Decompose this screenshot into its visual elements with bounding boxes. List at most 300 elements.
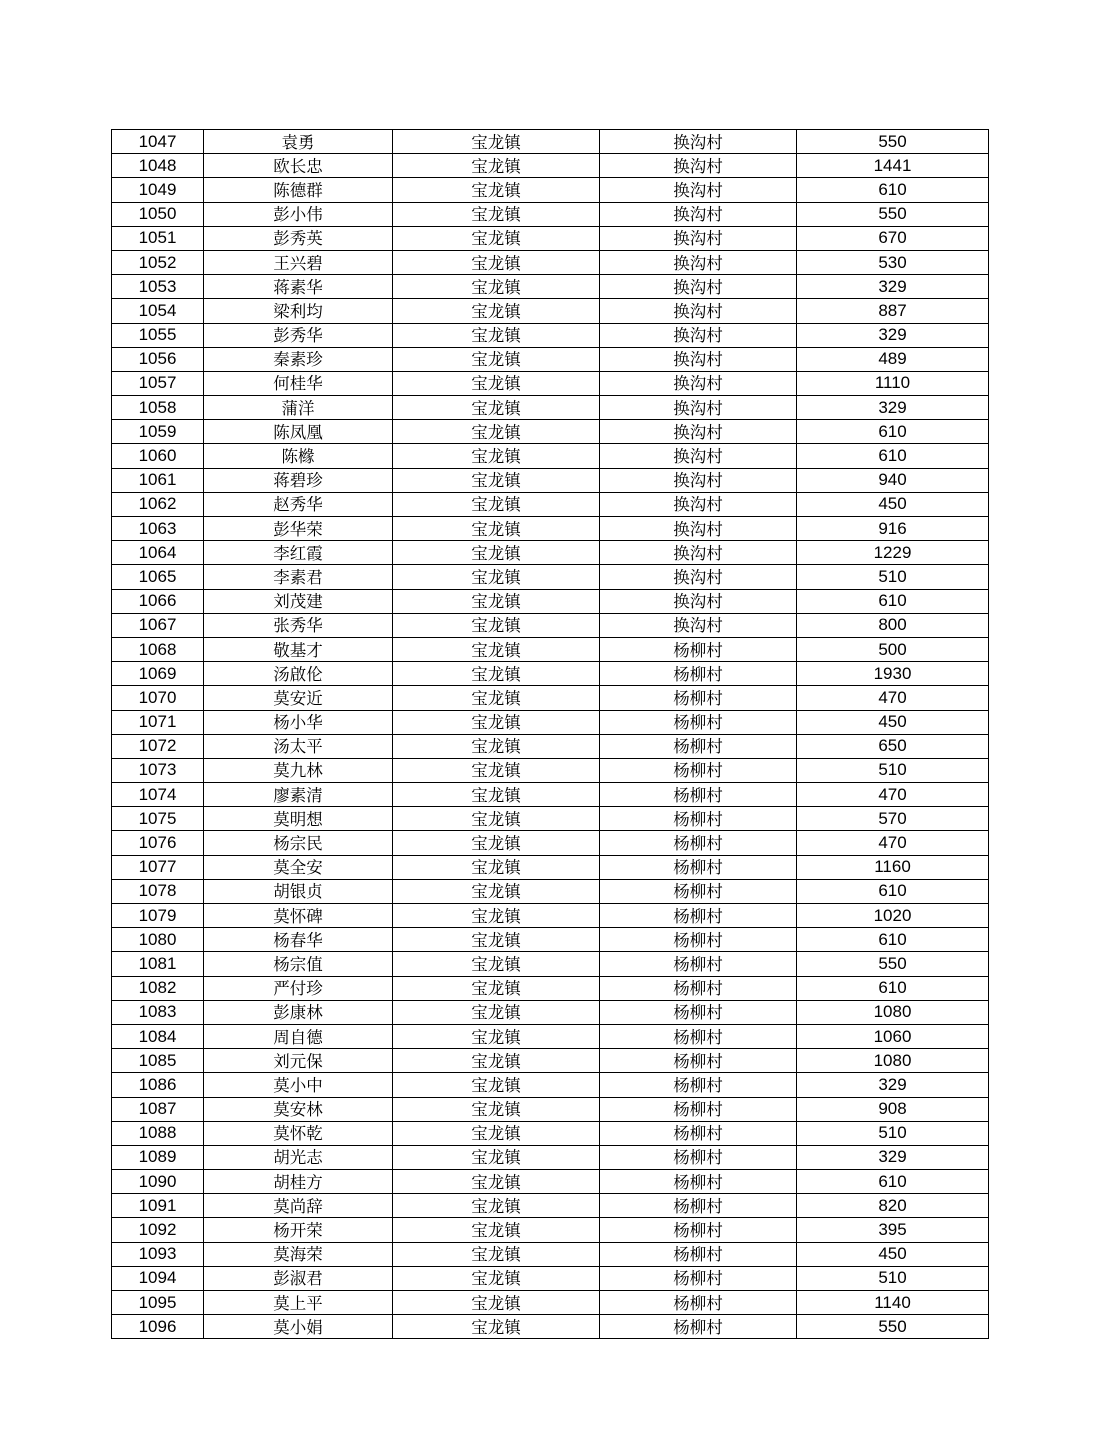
amount-cell: 887 xyxy=(797,299,989,323)
name-cell: 胡光志 xyxy=(204,1145,393,1169)
row-number-cell: 1053 xyxy=(112,275,204,299)
amount-cell: 1110 xyxy=(797,371,989,395)
village-cell: 换沟村 xyxy=(600,420,797,444)
row-number-cell: 1089 xyxy=(112,1145,204,1169)
table-row xyxy=(112,323,989,347)
table-row xyxy=(112,976,989,1000)
town-cell: 宝龙镇 xyxy=(393,1291,600,1315)
table-row xyxy=(112,734,989,758)
table-row xyxy=(112,783,989,807)
village-cell: 换沟村 xyxy=(600,347,797,371)
village-cell: 杨柳村 xyxy=(600,1097,797,1121)
name-cell: 彭华荣 xyxy=(204,517,393,541)
table-row xyxy=(112,396,989,420)
row-number-cell: 1072 xyxy=(112,734,204,758)
town-cell: 宝龙镇 xyxy=(393,226,600,250)
row-number-cell: 1061 xyxy=(112,468,204,492)
town-cell: 宝龙镇 xyxy=(393,710,600,734)
name-cell: 胡银贞 xyxy=(204,879,393,903)
table-row xyxy=(112,662,989,686)
amount-cell: 550 xyxy=(797,202,989,226)
town-cell: 宝龙镇 xyxy=(393,1121,600,1145)
town-cell: 宝龙镇 xyxy=(393,589,600,613)
table-row xyxy=(112,492,989,516)
town-cell: 宝龙镇 xyxy=(393,444,600,468)
village-cell: 换沟村 xyxy=(600,613,797,637)
amount-cell: 470 xyxy=(797,783,989,807)
table-row xyxy=(112,1194,989,1218)
village-cell: 杨柳村 xyxy=(600,1121,797,1145)
row-number-cell: 1094 xyxy=(112,1266,204,1290)
row-number-cell: 1064 xyxy=(112,541,204,565)
village-cell: 换沟村 xyxy=(600,371,797,395)
town-cell: 宝龙镇 xyxy=(393,1145,600,1169)
name-cell: 汤啟伦 xyxy=(204,662,393,686)
table-row xyxy=(112,1145,989,1169)
village-cell: 杨柳村 xyxy=(600,1242,797,1266)
row-number-cell: 1084 xyxy=(112,1024,204,1048)
row-number-cell: 1078 xyxy=(112,879,204,903)
amount-cell: 1020 xyxy=(797,904,989,928)
table-row xyxy=(112,1315,989,1339)
row-number-cell: 1087 xyxy=(112,1097,204,1121)
name-cell: 汤太平 xyxy=(204,734,393,758)
amount-cell: 610 xyxy=(797,444,989,468)
row-number-cell: 1067 xyxy=(112,613,204,637)
row-number-cell: 1096 xyxy=(112,1315,204,1339)
table-row xyxy=(112,1291,989,1315)
village-cell: 杨柳村 xyxy=(600,1170,797,1194)
table-row xyxy=(112,371,989,395)
name-cell: 欧长忠 xyxy=(204,154,393,178)
amount-cell: 470 xyxy=(797,831,989,855)
row-number-cell: 1082 xyxy=(112,976,204,1000)
town-cell: 宝龙镇 xyxy=(393,541,600,565)
name-cell: 彭淑君 xyxy=(204,1266,393,1290)
row-number-cell: 1077 xyxy=(112,855,204,879)
table-row xyxy=(112,831,989,855)
village-cell: 杨柳村 xyxy=(600,928,797,952)
amount-cell: 1080 xyxy=(797,1049,989,1073)
table-row xyxy=(112,226,989,250)
village-cell: 杨柳村 xyxy=(600,879,797,903)
row-number-cell: 1086 xyxy=(112,1073,204,1097)
name-cell: 莫安林 xyxy=(204,1097,393,1121)
table-row xyxy=(112,589,989,613)
name-cell: 刘茂建 xyxy=(204,589,393,613)
town-cell: 宝龙镇 xyxy=(393,323,600,347)
table-row xyxy=(112,178,989,202)
table-row xyxy=(112,904,989,928)
table-row xyxy=(112,758,989,782)
village-cell: 杨柳村 xyxy=(600,831,797,855)
name-cell: 李素君 xyxy=(204,565,393,589)
table-row xyxy=(112,807,989,831)
row-number-cell: 1062 xyxy=(112,492,204,516)
data-table xyxy=(111,129,989,1339)
amount-cell: 1060 xyxy=(797,1024,989,1048)
name-cell: 彭小伟 xyxy=(204,202,393,226)
row-number-cell: 1088 xyxy=(112,1121,204,1145)
amount-cell: 395 xyxy=(797,1218,989,1242)
village-cell: 杨柳村 xyxy=(600,1194,797,1218)
name-cell: 莫上平 xyxy=(204,1291,393,1315)
amount-cell: 329 xyxy=(797,275,989,299)
table-row xyxy=(112,275,989,299)
name-cell: 秦素珍 xyxy=(204,347,393,371)
village-cell: 杨柳村 xyxy=(600,1291,797,1315)
town-cell: 宝龙镇 xyxy=(393,952,600,976)
amount-cell: 550 xyxy=(797,952,989,976)
amount-cell: 650 xyxy=(797,734,989,758)
row-number-cell: 1091 xyxy=(112,1194,204,1218)
row-number-cell: 1073 xyxy=(112,758,204,782)
amount-cell: 916 xyxy=(797,517,989,541)
village-cell: 杨柳村 xyxy=(600,904,797,928)
name-cell: 彭秀华 xyxy=(204,323,393,347)
village-cell: 杨柳村 xyxy=(600,952,797,976)
village-cell: 杨柳村 xyxy=(600,637,797,661)
amount-cell: 510 xyxy=(797,565,989,589)
village-cell: 换沟村 xyxy=(600,468,797,492)
amount-cell: 800 xyxy=(797,613,989,637)
village-cell: 换沟村 xyxy=(600,202,797,226)
name-cell: 敬基才 xyxy=(204,637,393,661)
row-number-cell: 1080 xyxy=(112,928,204,952)
amount-cell: 1930 xyxy=(797,662,989,686)
row-number-cell: 1054 xyxy=(112,299,204,323)
name-cell: 刘元保 xyxy=(204,1049,393,1073)
row-number-cell: 1049 xyxy=(112,178,204,202)
table-row xyxy=(112,1121,989,1145)
amount-cell: 908 xyxy=(797,1097,989,1121)
row-number-cell: 1057 xyxy=(112,371,204,395)
table-row xyxy=(112,1266,989,1290)
amount-cell: 329 xyxy=(797,1145,989,1169)
table-row xyxy=(112,299,989,323)
village-cell: 杨柳村 xyxy=(600,734,797,758)
row-number-cell: 1047 xyxy=(112,130,204,154)
town-cell: 宝龙镇 xyxy=(393,831,600,855)
table-row xyxy=(112,420,989,444)
town-cell: 宝龙镇 xyxy=(393,855,600,879)
village-cell: 杨柳村 xyxy=(600,1315,797,1339)
amount-cell: 329 xyxy=(797,323,989,347)
row-number-cell: 1050 xyxy=(112,202,204,226)
name-cell: 杨春华 xyxy=(204,928,393,952)
town-cell: 宝龙镇 xyxy=(393,1170,600,1194)
row-number-cell: 1058 xyxy=(112,396,204,420)
town-cell: 宝龙镇 xyxy=(393,1242,600,1266)
row-number-cell: 1071 xyxy=(112,710,204,734)
table-row xyxy=(112,250,989,274)
village-cell: 杨柳村 xyxy=(600,855,797,879)
name-cell: 杨小华 xyxy=(204,710,393,734)
town-cell: 宝龙镇 xyxy=(393,250,600,274)
table-row xyxy=(112,637,989,661)
row-number-cell: 1070 xyxy=(112,686,204,710)
village-cell: 换沟村 xyxy=(600,492,797,516)
amount-cell: 570 xyxy=(797,807,989,831)
town-cell: 宝龙镇 xyxy=(393,734,600,758)
village-cell: 杨柳村 xyxy=(600,1266,797,1290)
row-number-cell: 1095 xyxy=(112,1291,204,1315)
table-row xyxy=(112,154,989,178)
name-cell: 莫怀碑 xyxy=(204,904,393,928)
name-cell: 陈德群 xyxy=(204,178,393,202)
row-number-cell: 1081 xyxy=(112,952,204,976)
village-cell: 换沟村 xyxy=(600,565,797,589)
name-cell: 彭秀英 xyxy=(204,226,393,250)
row-number-cell: 1090 xyxy=(112,1170,204,1194)
table-row xyxy=(112,1170,989,1194)
village-cell: 换沟村 xyxy=(600,299,797,323)
table-row xyxy=(112,517,989,541)
name-cell: 严付珍 xyxy=(204,976,393,1000)
village-cell: 换沟村 xyxy=(600,250,797,274)
village-cell: 换沟村 xyxy=(600,444,797,468)
village-cell: 杨柳村 xyxy=(600,662,797,686)
name-cell: 蒋素华 xyxy=(204,275,393,299)
village-cell: 杨柳村 xyxy=(600,710,797,734)
table-row xyxy=(112,1000,989,1024)
town-cell: 宝龙镇 xyxy=(393,662,600,686)
row-number-cell: 1083 xyxy=(112,1000,204,1024)
village-cell: 换沟村 xyxy=(600,154,797,178)
town-cell: 宝龙镇 xyxy=(393,976,600,1000)
town-cell: 宝龙镇 xyxy=(393,879,600,903)
table-row xyxy=(112,347,989,371)
name-cell: 杨开荣 xyxy=(204,1218,393,1242)
amount-cell: 329 xyxy=(797,1073,989,1097)
name-cell: 莫明想 xyxy=(204,807,393,831)
name-cell: 蒲洋 xyxy=(204,396,393,420)
table-row xyxy=(112,928,989,952)
table-row xyxy=(112,1218,989,1242)
row-number-cell: 1060 xyxy=(112,444,204,468)
name-cell: 袁勇 xyxy=(204,130,393,154)
amount-cell: 1229 xyxy=(797,541,989,565)
town-cell: 宝龙镇 xyxy=(393,565,600,589)
table-row xyxy=(112,541,989,565)
name-cell: 何桂华 xyxy=(204,371,393,395)
name-cell: 王兴碧 xyxy=(204,250,393,274)
village-cell: 杨柳村 xyxy=(600,1000,797,1024)
table-row xyxy=(112,1073,989,1097)
town-cell: 宝龙镇 xyxy=(393,178,600,202)
town-cell: 宝龙镇 xyxy=(393,396,600,420)
name-cell: 莫尚辞 xyxy=(204,1194,393,1218)
town-cell: 宝龙镇 xyxy=(393,1024,600,1048)
town-cell: 宝龙镇 xyxy=(393,299,600,323)
town-cell: 宝龙镇 xyxy=(393,1218,600,1242)
town-cell: 宝龙镇 xyxy=(393,202,600,226)
row-number-cell: 1092 xyxy=(112,1218,204,1242)
amount-cell: 510 xyxy=(797,758,989,782)
name-cell: 莫海荣 xyxy=(204,1242,393,1266)
village-cell: 杨柳村 xyxy=(600,1073,797,1097)
amount-cell: 510 xyxy=(797,1266,989,1290)
town-cell: 宝龙镇 xyxy=(393,1073,600,1097)
town-cell: 宝龙镇 xyxy=(393,371,600,395)
town-cell: 宝龙镇 xyxy=(393,154,600,178)
village-cell: 换沟村 xyxy=(600,589,797,613)
town-cell: 宝龙镇 xyxy=(393,904,600,928)
amount-cell: 610 xyxy=(797,178,989,202)
row-number-cell: 1059 xyxy=(112,420,204,444)
village-cell: 换沟村 xyxy=(600,541,797,565)
table-row xyxy=(112,710,989,734)
row-number-cell: 1085 xyxy=(112,1049,204,1073)
name-cell: 梁利均 xyxy=(204,299,393,323)
town-cell: 宝龙镇 xyxy=(393,758,600,782)
table-row xyxy=(112,1024,989,1048)
name-cell: 廖素清 xyxy=(204,783,393,807)
row-number-cell: 1052 xyxy=(112,250,204,274)
amount-cell: 550 xyxy=(797,130,989,154)
village-cell: 杨柳村 xyxy=(600,1218,797,1242)
amount-cell: 510 xyxy=(797,1121,989,1145)
village-cell: 杨柳村 xyxy=(600,807,797,831)
town-cell: 宝龙镇 xyxy=(393,1266,600,1290)
town-cell: 宝龙镇 xyxy=(393,613,600,637)
name-cell: 陈凤凰 xyxy=(204,420,393,444)
amount-cell: 1140 xyxy=(797,1291,989,1315)
amount-cell: 329 xyxy=(797,396,989,420)
row-number-cell: 1051 xyxy=(112,226,204,250)
amount-cell: 610 xyxy=(797,589,989,613)
amount-cell: 1080 xyxy=(797,1000,989,1024)
amount-cell: 500 xyxy=(797,637,989,661)
name-cell: 杨宗值 xyxy=(204,952,393,976)
amount-cell: 489 xyxy=(797,347,989,371)
town-cell: 宝龙镇 xyxy=(393,928,600,952)
table-row xyxy=(112,468,989,492)
name-cell: 陈橼 xyxy=(204,444,393,468)
row-number-cell: 1056 xyxy=(112,347,204,371)
name-cell: 莫小娟 xyxy=(204,1315,393,1339)
village-cell: 杨柳村 xyxy=(600,1049,797,1073)
table-row xyxy=(112,879,989,903)
amount-cell: 610 xyxy=(797,879,989,903)
town-cell: 宝龙镇 xyxy=(393,517,600,541)
name-cell: 李红霞 xyxy=(204,541,393,565)
village-cell: 杨柳村 xyxy=(600,1145,797,1169)
row-number-cell: 1066 xyxy=(112,589,204,613)
name-cell: 杨宗民 xyxy=(204,831,393,855)
town-cell: 宝龙镇 xyxy=(393,492,600,516)
village-cell: 换沟村 xyxy=(600,178,797,202)
amount-cell: 820 xyxy=(797,1194,989,1218)
table-row xyxy=(112,613,989,637)
village-cell: 杨柳村 xyxy=(600,758,797,782)
amount-cell: 530 xyxy=(797,250,989,274)
village-cell: 换沟村 xyxy=(600,226,797,250)
town-cell: 宝龙镇 xyxy=(393,130,600,154)
village-cell: 换沟村 xyxy=(600,517,797,541)
table-row xyxy=(112,1097,989,1121)
table-row xyxy=(112,855,989,879)
table-row xyxy=(112,565,989,589)
amount-cell: 1441 xyxy=(797,154,989,178)
amount-cell: 450 xyxy=(797,492,989,516)
town-cell: 宝龙镇 xyxy=(393,347,600,371)
amount-cell: 470 xyxy=(797,686,989,710)
village-cell: 换沟村 xyxy=(600,323,797,347)
row-number-cell: 1068 xyxy=(112,637,204,661)
amount-cell: 1160 xyxy=(797,855,989,879)
row-number-cell: 1055 xyxy=(112,323,204,347)
table-body xyxy=(112,130,989,1339)
village-cell: 换沟村 xyxy=(600,130,797,154)
town-cell: 宝龙镇 xyxy=(393,275,600,299)
village-cell: 换沟村 xyxy=(600,275,797,299)
name-cell: 周自德 xyxy=(204,1024,393,1048)
amount-cell: 450 xyxy=(797,710,989,734)
name-cell: 赵秀华 xyxy=(204,492,393,516)
name-cell: 莫小中 xyxy=(204,1073,393,1097)
town-cell: 宝龙镇 xyxy=(393,807,600,831)
row-number-cell: 1076 xyxy=(112,831,204,855)
town-cell: 宝龙镇 xyxy=(393,686,600,710)
name-cell: 蒋碧珍 xyxy=(204,468,393,492)
name-cell: 莫怀乾 xyxy=(204,1121,393,1145)
town-cell: 宝龙镇 xyxy=(393,1097,600,1121)
village-cell: 杨柳村 xyxy=(600,783,797,807)
table-row xyxy=(112,130,989,154)
amount-cell: 940 xyxy=(797,468,989,492)
village-cell: 换沟村 xyxy=(600,396,797,420)
table-row xyxy=(112,444,989,468)
town-cell: 宝龙镇 xyxy=(393,1000,600,1024)
amount-cell: 610 xyxy=(797,1170,989,1194)
village-cell: 杨柳村 xyxy=(600,686,797,710)
name-cell: 莫九林 xyxy=(204,758,393,782)
amount-cell: 610 xyxy=(797,976,989,1000)
amount-cell: 670 xyxy=(797,226,989,250)
table-row xyxy=(112,202,989,226)
row-number-cell: 1065 xyxy=(112,565,204,589)
table-row xyxy=(112,686,989,710)
town-cell: 宝龙镇 xyxy=(393,1194,600,1218)
table-row xyxy=(112,952,989,976)
name-cell: 莫全安 xyxy=(204,855,393,879)
town-cell: 宝龙镇 xyxy=(393,1049,600,1073)
village-cell: 杨柳村 xyxy=(600,1024,797,1048)
name-cell: 彭康林 xyxy=(204,1000,393,1024)
town-cell: 宝龙镇 xyxy=(393,637,600,661)
amount-cell: 550 xyxy=(797,1315,989,1339)
table-row xyxy=(112,1049,989,1073)
amount-cell: 450 xyxy=(797,1242,989,1266)
row-number-cell: 1093 xyxy=(112,1242,204,1266)
town-cell: 宝龙镇 xyxy=(393,468,600,492)
town-cell: 宝龙镇 xyxy=(393,783,600,807)
row-number-cell: 1048 xyxy=(112,154,204,178)
row-number-cell: 1075 xyxy=(112,807,204,831)
name-cell: 胡桂方 xyxy=(204,1170,393,1194)
name-cell: 张秀华 xyxy=(204,613,393,637)
name-cell: 莫安近 xyxy=(204,686,393,710)
town-cell: 宝龙镇 xyxy=(393,1315,600,1339)
row-number-cell: 1074 xyxy=(112,783,204,807)
amount-cell: 610 xyxy=(797,420,989,444)
row-number-cell: 1069 xyxy=(112,662,204,686)
row-number-cell: 1079 xyxy=(112,904,204,928)
table-row xyxy=(112,1242,989,1266)
amount-cell: 610 xyxy=(797,928,989,952)
row-number-cell: 1063 xyxy=(112,517,204,541)
